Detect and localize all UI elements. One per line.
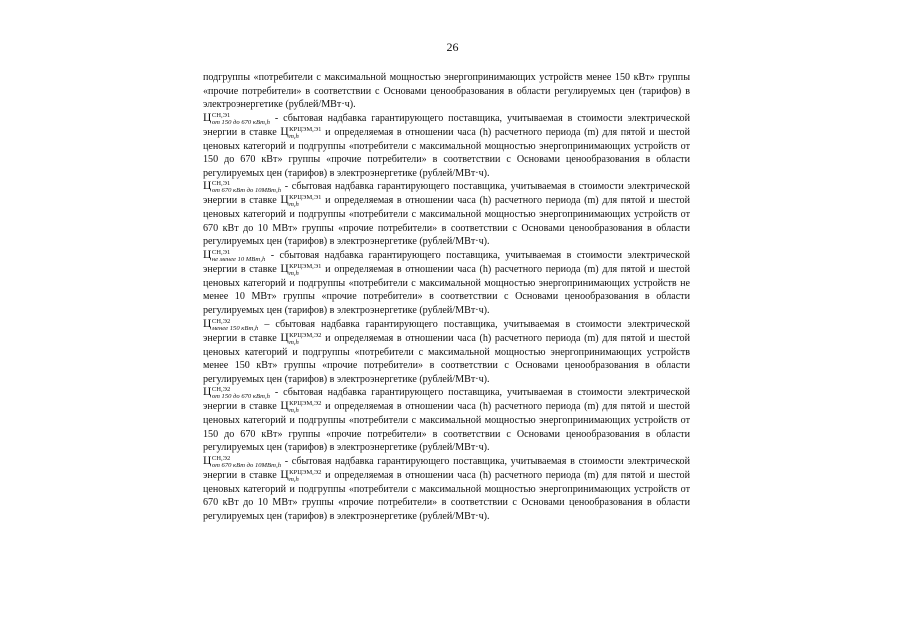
- symbol-subscript: от 670 кВт до 10МВт,h: [211, 461, 282, 469]
- paragraph-text-continued: и определяемая в отношении часа (h) расчетного периода (m) для пятой и шестой ценовых категорий и подгруппы «потребители с максимальной мощностью энергопринимающих устройств от 670 кВт до 10 МВт» группы «прочие потребители» в соответствии с Основами ценообразования в области регулируемых цен (тарифов) в электроэнергетике (рублей/МВт·ч).: [203, 469, 690, 522]
- rate-symbol: [280, 469, 321, 483]
- symbol-superscript: КРЦЭМ,Э2: [289, 400, 322, 408]
- price-symbol: [203, 249, 265, 263]
- symbol-subscript: m,h: [289, 201, 299, 209]
- paragraph-text: подгруппы «потребители с максимальной мощностью энергопринимающих устройств менее 150 кВт» группы «прочие потребители» в соответствии с Основами ценообразования в области регулируемых цен (тарифов) в электроэнергетике (рублей/МВт·ч).: [203, 72, 690, 111]
- paragraph-text: - сбытовая надбавка гарантирующего поставщика, учитываемая в стоимости электрической энергии в ставке: [203, 455, 690, 481]
- price-symbol: [203, 455, 281, 469]
- symbol-subscript: от 150 до 670 кВт,h: [211, 118, 270, 126]
- document-body: [203, 71, 690, 523]
- paragraph-text: - сбытовая надбавка гарантирующего поставщика, учитываемая в стоимости электрической энергии в ставке: [203, 249, 690, 275]
- symbol-superscript: КРЦЭМ,Э1: [289, 262, 322, 270]
- symbol-subscript: от 670 кВт до 10МВт,h: [211, 187, 282, 195]
- symbol-base: Ц: [203, 386, 212, 399]
- symbol-base: Ц: [280, 400, 289, 413]
- symbol-superscript: СН,Э1: [211, 180, 231, 188]
- symbol-base: Ц: [280, 125, 289, 138]
- symbol-subscript: не менее 10 МВт,h: [211, 255, 266, 263]
- symbol-superscript: КРЦЭМ,Э2: [289, 331, 322, 339]
- symbol-subscript: m,h: [289, 407, 299, 415]
- paragraph-text: - сбытовая надбавка гарантирующего поставщика, учитываемая в стоимости электрической энергии в ставке: [203, 112, 690, 138]
- rate-symbol: [280, 126, 321, 140]
- symbol-superscript: СН,Э2: [211, 454, 231, 462]
- paragraph: [203, 249, 690, 318]
- symbol-subscript: m,h: [289, 132, 299, 140]
- symbol-subscript: m,h: [289, 269, 299, 277]
- symbol-base: Ц: [203, 454, 212, 467]
- price-symbol: [203, 386, 270, 400]
- symbol-base: Ц: [280, 262, 289, 275]
- price-symbol: [203, 112, 270, 126]
- symbol-superscript: КРЦЭМ,Э1: [289, 125, 322, 133]
- symbol-base: Ц: [203, 180, 212, 193]
- paragraph-text: - сбытовая надбавка гарантирующего поставщика, учитываемая в стоимости электрической энергии в ставке: [203, 387, 690, 413]
- paragraph-text-continued: и определяемая в отношении часа (h) расчетного периода (m) для пятой и шестой ценовых категорий и подгруппы «потребители с максимальной мощностью энергопринимающих устройств менее 150 кВт» группы «прочие потребители» в соответствии с Основами ценообразования в области регулируемых цен (тарифов) в электроэнергетике (рублей/МВт·ч).: [203, 332, 690, 385]
- paragraph-text: - сбытовая надбавка гарантирующего поставщика, учитываемая в стоимости электрической энергии в ставке: [203, 181, 690, 207]
- symbol-base: Ц: [280, 331, 289, 344]
- paragraph-text: – сбытовая надбавка гарантирующего поставщика, учитываемая в стоимости электрической энергии в ставке: [203, 318, 690, 344]
- paragraph: [203, 318, 690, 387]
- paragraph-text-continued: и определяемая в отношении часа (h) расчетного периода (m) для пятой и шестой ценовых категорий и подгруппы «потребители с максимальной мощностью энергопринимающих устройств от 150 до 670 кВт» группы «прочие потребители» в соответствии с Основами ценообразования в области регулируемых цен (тарифов) в электроэнергетике (рублей/МВт·ч).: [203, 401, 690, 454]
- symbol-superscript: СН,Э1: [211, 248, 231, 256]
- paragraph: [203, 455, 690, 524]
- paragraph-text-continued: и определяемая в отношении часа (h) расчетного периода (m) для пятой и шестой ценовых категорий и подгруппы «потребители с максимальной мощностью энергопринимающих устройств от 670 кВт до 10 МВт» группы «прочие потребители» в соответствии с Основами ценообразования в области регулируемых цен (тарифов) в электроэнергетике (рублей/МВт·ч).: [203, 195, 690, 248]
- symbol-superscript: КРЦЭМ,Э2: [289, 468, 322, 476]
- symbol-base: Ц: [280, 194, 289, 207]
- symbol-superscript: СН,Э2: [211, 317, 231, 325]
- paragraph: [203, 71, 690, 112]
- symbol-base: Ц: [203, 317, 212, 330]
- symbol-base: Ц: [203, 111, 212, 124]
- rate-symbol: [280, 332, 321, 346]
- symbol-subscript: m,h: [289, 338, 299, 346]
- paragraph-text-continued: и определяемая в отношении часа (h) расчетного периода (m) для пятой и шестой ценовых категорий и подгруппы «потребители с максимальной мощностью энергопринимающих устройств от 150 до 670 кВт» группы «прочие потребители» в соответствии с Основами ценообразования в области регулируемых цен (тарифов) в электроэнергетике (рублей/МВт·ч).: [203, 126, 690, 179]
- symbol-base: Ц: [280, 468, 289, 481]
- price-symbol: [203, 318, 258, 332]
- symbol-superscript: СН,Э2: [211, 386, 231, 394]
- paragraph: [203, 180, 690, 249]
- symbol-subscript: от 150 до 670 кВт,h: [211, 393, 270, 401]
- rate-symbol: [280, 400, 321, 414]
- paragraph: [203, 386, 690, 455]
- rate-symbol: [280, 194, 321, 208]
- paragraph: [203, 112, 690, 181]
- symbol-base: Ц: [203, 248, 212, 261]
- symbol-superscript: КРЦЭМ,Э1: [289, 194, 322, 202]
- price-symbol: [203, 180, 281, 194]
- rate-symbol: [280, 263, 321, 277]
- symbol-subscript: m,h: [289, 475, 299, 483]
- paragraph-text-continued: и определяемая в отношении часа (h) расчетного периода (m) для пятой и шестой ценовых категорий и подгруппы «потребители с максимальной мощностью энергопринимающих устройств не менее 10 МВт» группы «прочие потребители» в соответствии с Основами ценообразования в области регулируемых цен (тарифов) в электроэнергетике (рублей/МВт·ч).: [203, 263, 690, 317]
- page-number: 26: [446, 40, 459, 54]
- symbol-subscript: менее 150 кВт,h: [211, 324, 259, 332]
- symbol-superscript: СН,Э1: [211, 111, 231, 119]
